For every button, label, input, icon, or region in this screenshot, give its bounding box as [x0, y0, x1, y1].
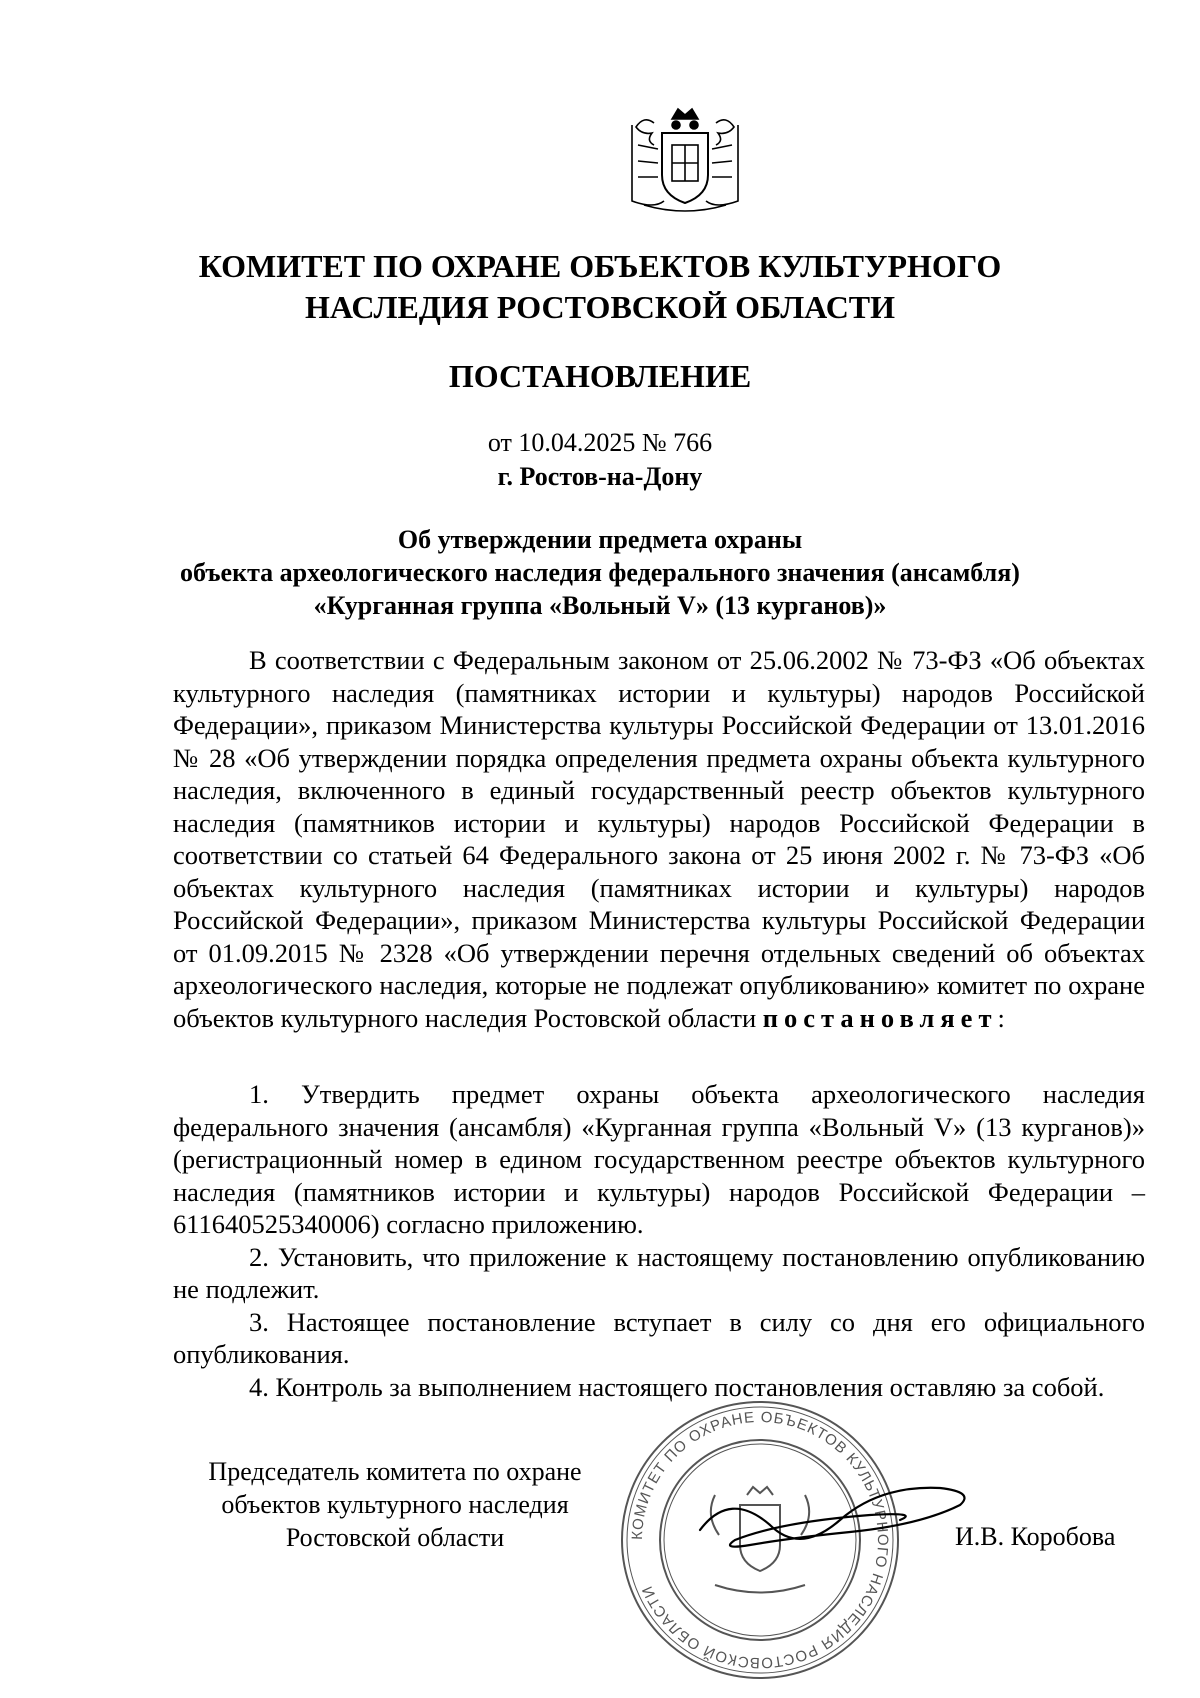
resolves-colon: :: [997, 1002, 1005, 1033]
signatory-title-line-1: Председатель комитета по охране: [208, 1457, 582, 1486]
org-line-2: НАСЛЕДИЯ РОСТОВСКОЙ ОБЛАСТИ: [304, 289, 896, 325]
resolves-word: постановляет: [762, 1002, 998, 1033]
org-line-1: КОМИТЕТ ПО ОХРАНЕ ОБЪЕКТОВ КУЛЬТУРНОГО: [198, 248, 1002, 284]
signatory-title-line-3: Ростовской области: [285, 1523, 505, 1552]
organization-name: [100, 246, 1100, 328]
coat-of-arms-icon: [624, 105, 746, 213]
signatory-name: И.В. Коробова: [955, 1522, 1116, 1551]
signatory-title: [175, 1455, 615, 1554]
resolution-item: 1. Утвердить предмет охраны объекта археологического наследия федерального значения (ансамбля) «Курганная группа «Вольный V» (13 курганов)» (регистрационный номер в едином государственном реестре объектов культурного наследия (памятников истории и культуры) народов Российской Федерации – 611640525340006) согласно приложению.: [173, 1079, 1145, 1239]
document-type: ПОСТАНОВЛЕНИЕ: [448, 358, 752, 394]
preamble-text: В соответствии с Федеральным законом от 25.06.2002 № 73-ФЗ «Об объектах культурного наследия (памятниках истории и культуры) народов Российской Федерации», приказом Министерства культуры Российской Федерации от 13.01.2016 № 28 «Об утверждении порядка определения предмета охраны объекта культурного наследия, включенного в единый государственный реестр объектов культурного наследия (памятников истории и культуры) народов Российской Федерации в соответствии со статьей 64 Федерального закона от 25 июня 2002 г. № 73-ФЗ «Об объектах культурного наследия (памятниках истории и культуры) народов Российской Федерации», приказом Министерства культуры Российской Федерации от 01.09.2015 № 2328 «Об утверждении перечня отдельных сведений об объектах археологического наследия, которые не подлежат опубликованию» комитет по охране объектов культурного наследия Ростовской области: [173, 645, 1145, 1033]
signatory-title-line-2: объектов культурного наследия: [221, 1490, 569, 1519]
subject-line-2: объекта археологического наследия федерального значения (ансамбля): [180, 558, 1020, 587]
resolution-item: 3. Настоящее постановление вступает в силу со дня его официального опубликования.: [173, 1306, 1145, 1369]
resolution-item: 4. Контроль за выполнением настоящего постановления оставляю за собой.: [249, 1371, 1105, 1402]
resolution-item: 2. Установить, что приложение к настоящему постановлению опубликованию не подлежит.: [173, 1241, 1145, 1304]
subject-line-1: Об утверждении предмета охраны: [397, 525, 803, 554]
handwritten-signature-icon: [690, 1470, 980, 1580]
preamble-paragraph: [173, 644, 1145, 1034]
document-subject: [160, 523, 1040, 622]
resolution-items: [173, 1078, 1145, 1403]
date-and-number: от 10.04.2025 № 766: [487, 428, 713, 457]
preamble: [173, 644, 1145, 1034]
seal-text: КОМИТЕТ ПО ОХРАНЕ ОБЪЕКТОВ КУЛЬТУРНОГО НАСЛЕДИЯ РОСТОВСКОЙ ОБЛАСТИ: [628, 1408, 892, 1672]
city: г. Ростов-на-Дону: [497, 462, 703, 491]
subject-line-3: «Курганная группа «Вольный V» (13 курганов)»: [313, 591, 887, 620]
